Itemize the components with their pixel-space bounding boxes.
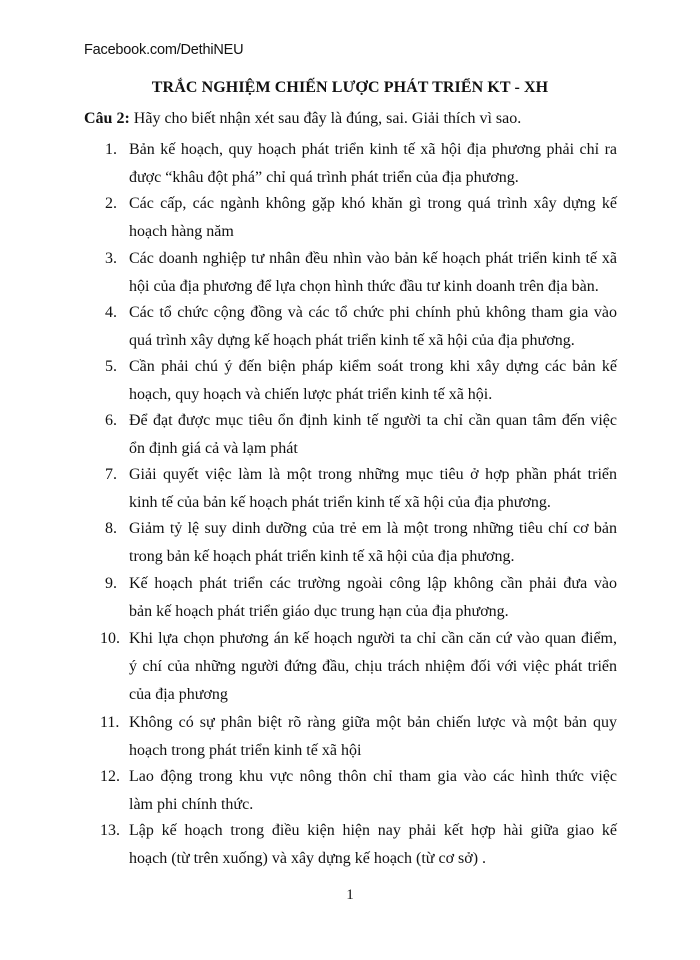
page-number: 1 [346,887,354,903]
statement-line: Giảm tỷ lệ suy dinh dưỡng của trẻ em là một trong những tiêu chí cơ bản [129,520,617,537]
statement-number: 9. [105,575,117,592]
statement-number: 4. [105,304,117,321]
statement-line: Bản kế hoạch, quy hoạch phát triển kinh tế xã hội địa phương phải chỉ ra [129,141,617,158]
statement-line: kinh tế của bản kế hoạch phát triển kinh tế xã hội của địa phương. [129,494,551,511]
statement-number: 3. [105,250,117,267]
statement-line: Để đạt được mục tiêu ổn định kinh tế người ta chỉ cần quan tâm đến việc [129,412,617,429]
source-header: Facebook.com/DethiNEU [84,42,244,58]
statement-number: 8. [105,520,117,537]
statement-line: ổn định giá cả và lạm phát [129,440,298,457]
question-prompt [84,110,521,128]
statement-line: Các tổ chức cộng đồng và các tổ chức phi chính phủ không tham gia vào [129,304,617,321]
statement-line: Lập kế hoạch trong điều kiện hiện nay phải kết hợp hài giữa giao kế [129,822,617,839]
statement-line: Kế hoạch phát triển các trường ngoài công lập không cần phải đưa vào [129,575,617,592]
statement-line: của địa phương [129,686,228,703]
statement-number: 11. [100,714,120,731]
statement-number: 5. [105,358,117,375]
statement-line: hoạch hàng năm [129,223,234,240]
statement-line: làm phi chính thức. [129,796,254,813]
statement-line: hoạch (từ trên xuống) và xây dựng kế hoạch (từ cơ sở) . [129,850,487,867]
statement-line: Các doanh nghiệp tư nhân đều nhìn vào bản kế hoạch phát triển kinh tế xã [129,250,617,267]
statement-number: 12. [100,768,120,785]
statement-line: ý chí của những người đứng đầu, chịu trách nhiệm đối với việc phát triển [129,658,617,675]
statement-line: Khi lựa chọn phương án kế hoạch người ta chỉ cần căn cứ vào quan điểm, [129,630,617,647]
statement-line: bản kế hoạch phát triển giáo dục trung hạn của địa phương. [129,603,509,620]
document-title: TRẮC NGHIỆM CHIẾN LƯỢC PHÁT TRIỂN KT - XH [151,79,549,96]
statement-line: Các cấp, các ngành không gặp khó khăn gì trong quá trình xây dựng kế [129,195,617,212]
statement-number: 10. [100,630,120,647]
statement-number: 13. [100,822,120,839]
statement-line: quá trình xây dựng kế hoạch phát triển kinh tế xã hội của địa phương. [129,332,575,349]
statement-line: hoạch, quy hoạch và chiến lược phát triển kinh tế xã hội. [129,386,493,403]
question-label: Câu 2: [84,110,130,127]
statement-number: 6. [105,412,117,429]
statement-line: Giải quyết việc làm là một trong những mục tiêu ở hợp phần phát triển [129,466,617,483]
statement-line: Lao động trong khu vực nông thôn chỉ tham gia vào các hình thức việc [129,768,617,785]
statement-line: được “khâu đột phá” chỉ quá trình phát triển của địa phương. [129,169,519,186]
statement-number: 2. [105,195,117,212]
question-text: Hãy cho biết nhận xét sau đây là đúng, sai. Giải thích vì sao. [129,110,522,127]
statement-number: 7. [105,466,117,483]
statement-line: Không có sự phân biệt rõ ràng giữa một bản chiến lược và một bản quy [129,714,617,731]
statement-line: Cần phải chú ý đến biện pháp kiểm soát trong khi xây dựng các bản kế [129,358,617,375]
statement-line: trong bản kế hoạch phát triển kinh tế xã hội của địa phương. [129,548,515,565]
statement-line: hội của địa phương để lựa chọn hình thức đầu tư kinh doanh trên địa bàn. [129,278,599,295]
statement-number: 1. [105,141,117,158]
statement-line: hoạch trong phát triển kinh tế xã hội [129,742,362,759]
